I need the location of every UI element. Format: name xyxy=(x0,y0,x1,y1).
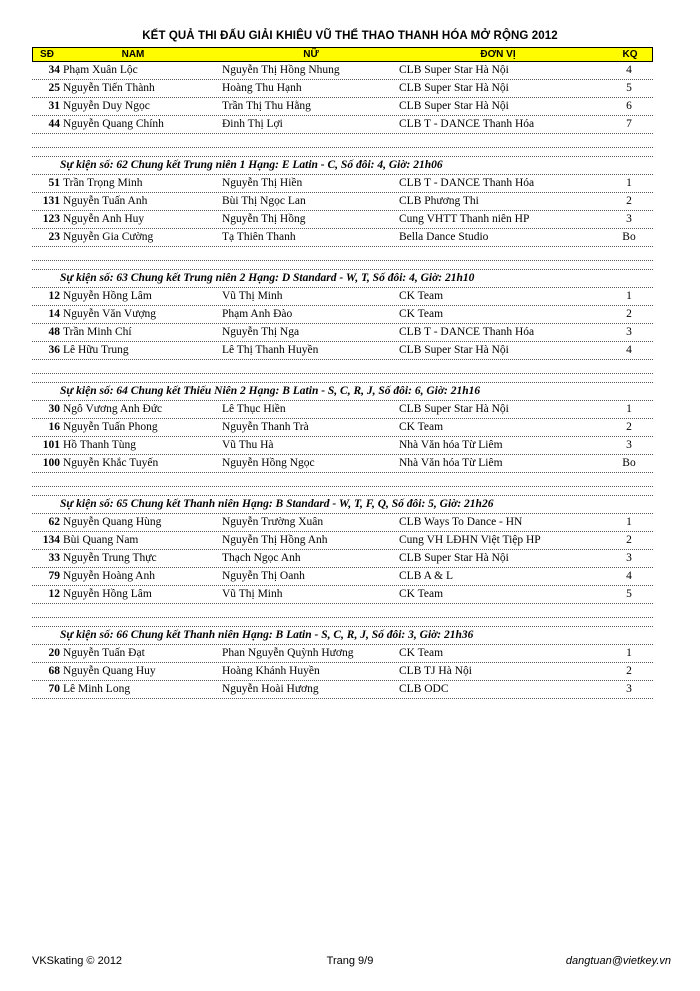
table-body xyxy=(32,62,653,699)
results-table xyxy=(32,47,653,699)
spacer-row xyxy=(32,360,653,374)
cell-kq: 3 xyxy=(626,683,632,695)
cell-kq: 4 xyxy=(626,344,632,356)
table-row xyxy=(32,455,653,473)
cell-nam: Nguyễn Hồng Lâm xyxy=(63,290,152,302)
table-row xyxy=(32,116,653,134)
cell-kq: Bo xyxy=(622,231,636,243)
cell-sd: 31 xyxy=(48,100,60,112)
cell-nu: Nguyễn Thị Hồng Nhung xyxy=(222,64,340,76)
cell-nam: Nguyễn Tiến Thành xyxy=(63,82,155,94)
cell-kq: 1 xyxy=(626,177,632,189)
cell-don-vi: Nhà Văn hóa Từ Liêm xyxy=(399,439,503,451)
cell-nam: Nguyễn Gia Cường xyxy=(63,231,154,243)
cell-kq: 2 xyxy=(626,421,632,433)
cell-kq: 4 xyxy=(626,570,632,582)
table-row xyxy=(32,98,653,116)
table-header xyxy=(32,47,653,62)
spacer-row xyxy=(32,473,653,487)
event-title: Sự kiện số: 65 Chung kết Thanh niên Hạng: B Standard - W, T, F, Q, Số đôi: 5, Giờ: 21h26 xyxy=(60,498,494,510)
header-nam: NAM xyxy=(121,49,145,60)
cell-nam: Phạm Xuân Lộc xyxy=(63,64,138,76)
cell-kq: 2 xyxy=(626,665,632,677)
cell-sd: 12 xyxy=(48,290,60,302)
table-row xyxy=(32,645,653,663)
cell-nam: Trần Trọng Minh xyxy=(63,177,143,189)
spacer-row xyxy=(32,604,653,618)
cell-don-vi: CLB Super Star Hà Nội xyxy=(399,100,509,112)
cell-don-vi: CLB Super Star Hà Nội xyxy=(399,82,509,94)
cell-don-vi: CLB T - DANCE Thanh Hóa xyxy=(399,118,535,130)
cell-nam: Nguyễn Tuấn Anh xyxy=(63,195,148,207)
cell-don-vi: Bella Dance Studio xyxy=(399,231,489,243)
cell-sd: 16 xyxy=(48,421,60,433)
cell-sd: 51 xyxy=(48,177,60,189)
cell-kq: 3 xyxy=(626,439,632,451)
cell-nu: Bùi Thị Ngọc Lan xyxy=(222,195,306,207)
cell-sd: 44 xyxy=(48,118,60,130)
cell-sd: 12 xyxy=(48,588,60,600)
table-row xyxy=(32,80,653,98)
cell-kq: 2 xyxy=(626,534,632,546)
cell-nam: Nguyễn Hồng Lâm xyxy=(63,588,152,600)
footer-copyright: VKSkating © 2012 xyxy=(32,955,123,967)
cell-don-vi: CK Team xyxy=(399,290,444,302)
cell-nu: Nguyễn Thanh Trà xyxy=(222,421,309,433)
cell-sd: 20 xyxy=(48,647,60,659)
cell-nam: Nguyễn Quang Chính xyxy=(63,118,164,130)
event-heading xyxy=(32,270,653,288)
event-title: Sự kiện số: 63 Chung kết Trung niên 2 Hạng: D Standard - W, T, Số đôi: 4, Giờ: 21h10 xyxy=(60,272,475,284)
event-title: Sự kiện số: 66 Chung kết Thanh niên Hạng: B Latin - S, C, R, J, Số đôi: 3, Giờ: 21h36 xyxy=(60,629,474,641)
cell-nam: Nguyễn Hoàng Anh xyxy=(63,570,155,582)
spacer-row xyxy=(32,148,653,157)
table-row xyxy=(32,663,653,681)
cell-kq: 3 xyxy=(626,552,632,564)
cell-kq: 5 xyxy=(626,588,632,600)
cell-sd: 25 xyxy=(48,82,60,94)
cell-nu: Vũ Thu Hà xyxy=(222,439,274,451)
cell-nu: Tạ Thiên Thanh xyxy=(222,231,296,243)
cell-kq: 2 xyxy=(626,195,632,207)
cell-don-vi: CLB T - DANCE Thanh Hóa xyxy=(399,177,535,189)
cell-don-vi: CLB Ways To Dance - HN xyxy=(399,516,523,528)
cell-nu: Hoàng Khánh Huyền xyxy=(222,665,320,677)
cell-nu: Phan Nguyễn Quỳnh Hương xyxy=(222,647,354,659)
cell-kq: Bo xyxy=(622,457,636,469)
table-row xyxy=(32,288,653,306)
cell-nu: Nguyễn Thị Hiền xyxy=(222,177,303,189)
cell-sd: 34 xyxy=(48,64,60,76)
event-heading xyxy=(32,496,653,514)
cell-don-vi: CLB T - DANCE Thanh Hóa xyxy=(399,326,535,338)
cell-don-vi: Nhà Văn hóa Từ Liêm xyxy=(399,457,503,469)
spacer-row xyxy=(32,374,653,383)
table-row xyxy=(32,211,653,229)
event-title: Sự kiện số: 64 Chung kết Thiếu Niên 2 Hạng: B Latin - S, C, R, J, Số đôi: 6, Giờ: 21h16 xyxy=(60,385,481,397)
cell-kq: 6 xyxy=(626,100,632,112)
table-row xyxy=(32,62,653,80)
cell-nam: Nguyễn Khắc Tuyến xyxy=(63,457,159,469)
cell-sd: 70 xyxy=(48,683,60,695)
cell-kq: 3 xyxy=(626,213,632,225)
cell-don-vi: Cung VHTT Thanh niên HP xyxy=(399,213,530,225)
table-row xyxy=(32,586,653,604)
cell-sd: 48 xyxy=(48,326,60,338)
cell-nu: Trần Thị Thu Hằng xyxy=(222,100,311,112)
cell-sd: 131 xyxy=(42,195,60,207)
spacer-row xyxy=(32,261,653,270)
table-row xyxy=(32,306,653,324)
cell-nam: Lê Minh Long xyxy=(63,683,131,695)
header-don-vi: ĐƠN VỊ xyxy=(480,49,516,60)
cell-nu: Lê Thị Thanh Huyền xyxy=(222,344,319,356)
cell-don-vi: CLB TJ Hà Nội xyxy=(399,665,472,677)
cell-kq: 3 xyxy=(626,326,632,338)
cell-don-vi: CLB ODC xyxy=(399,683,449,695)
cell-nu: Vũ Thị Minh xyxy=(222,588,283,600)
cell-kq: 1 xyxy=(626,290,632,302)
cell-sd: 100 xyxy=(42,457,60,469)
cell-don-vi: CK Team xyxy=(399,421,444,433)
page-title: KẾT QUẢ THI ĐẤU GIẢI KHIÊU VŨ THỂ THAO THANH HÓA MỞ RỘNG 2012 xyxy=(142,30,558,42)
cell-kq: 2 xyxy=(626,308,632,320)
cell-don-vi: Cung VH LĐHN Việt Tiệp HP xyxy=(399,534,541,546)
cell-nam: Nguyễn Tuấn Phong xyxy=(63,421,158,433)
cell-nu: Nguyễn Thị Hồng xyxy=(222,213,306,225)
cell-don-vi: CLB Super Star Hà Nội xyxy=(399,403,509,415)
cell-nu: Nguyễn Thị Oanh xyxy=(222,570,305,582)
event-heading xyxy=(32,627,653,645)
cell-nam: Hồ Thanh Tùng xyxy=(63,439,137,451)
cell-kq: 4 xyxy=(626,64,632,76)
cell-nam: Nguyễn Quang Huy xyxy=(63,665,156,677)
table-row xyxy=(32,681,653,699)
table-row xyxy=(32,419,653,437)
cell-nam: Nguyễn Quang Hùng xyxy=(63,516,162,528)
table-row xyxy=(32,193,653,211)
cell-nam: Nguyễn Văn Vượng xyxy=(63,308,157,320)
cell-don-vi: CK Team xyxy=(399,647,444,659)
cell-nu: Nguyễn Hoài Hương xyxy=(222,683,319,695)
spacer-row xyxy=(32,487,653,496)
header-sd: SĐ xyxy=(40,49,54,60)
table-row xyxy=(32,229,653,247)
footer-email: dangtuan@vietkey.vn xyxy=(565,955,671,967)
cell-nu: Lê Thục Hiền xyxy=(222,403,286,415)
cell-don-vi: CK Team xyxy=(399,588,444,600)
footer-page-number: Trang 9/9 xyxy=(326,955,374,967)
cell-nam: Bùi Quang Nam xyxy=(63,534,139,546)
cell-nu: Hoàng Thu Hạnh xyxy=(222,82,302,94)
cell-nu: Thạch Ngọc Anh xyxy=(222,552,301,564)
cell-nam: Nguyễn Trung Thực xyxy=(63,552,157,564)
header-kq: KQ xyxy=(622,49,638,60)
cell-kq: 1 xyxy=(626,403,632,415)
cell-kq: 1 xyxy=(626,516,632,528)
table-row xyxy=(32,514,653,532)
cell-kq: 1 xyxy=(626,647,632,659)
table-row xyxy=(32,550,653,568)
event-heading xyxy=(32,383,653,401)
cell-don-vi: CLB Super Star Hà Nội xyxy=(399,64,509,76)
spacer-row xyxy=(32,134,653,148)
event-heading xyxy=(32,157,653,175)
cell-don-vi: CLB Super Star Hà Nội xyxy=(399,344,509,356)
spacer-row xyxy=(32,618,653,627)
header-nu: NỮ xyxy=(303,49,319,60)
cell-nam: Lê Hữu Trung xyxy=(63,344,129,356)
cell-nam: Trần Minh Chí xyxy=(63,326,132,338)
cell-nu: Nguyễn Thị Hồng Anh xyxy=(222,534,328,546)
event-title: Sự kiện số: 62 Chung kết Trung niên 1 Hạng: E Latin - C, Số đôi: 4, Giờ: 21h06 xyxy=(60,159,443,171)
table-row xyxy=(32,324,653,342)
cell-sd: 33 xyxy=(48,552,60,564)
table-row xyxy=(32,342,653,360)
cell-sd: 68 xyxy=(48,665,60,677)
spacer-row xyxy=(32,247,653,261)
cell-sd: 123 xyxy=(42,213,60,225)
cell-sd: 62 xyxy=(48,516,60,528)
cell-sd: 30 xyxy=(48,403,60,415)
cell-nu: Nguyễn Thị Nga xyxy=(222,326,300,338)
cell-nam: Ngô Vương Anh Đức xyxy=(63,403,163,415)
cell-don-vi: CLB Super Star Hà Nội xyxy=(399,552,509,564)
cell-nu: Đinh Thị Lợi xyxy=(222,118,283,130)
table-row xyxy=(32,437,653,455)
cell-nam: Nguyễn Tuấn Đạt xyxy=(63,647,145,659)
table-row xyxy=(32,175,653,193)
table-row xyxy=(32,532,653,550)
table-row xyxy=(32,568,653,586)
cell-sd: 14 xyxy=(48,308,60,320)
cell-nu: Nguyễn Hồng Ngọc xyxy=(222,457,315,469)
cell-don-vi: CK Team xyxy=(399,308,444,320)
cell-sd: 134 xyxy=(42,534,60,546)
cell-nu: Vũ Thị Minh xyxy=(222,290,283,302)
cell-sd: 23 xyxy=(48,231,60,243)
cell-kq: 7 xyxy=(626,118,632,130)
cell-nu: Phạm Anh Đào xyxy=(222,308,293,320)
cell-kq: 5 xyxy=(626,82,632,94)
cell-nam: Nguyễn Duy Ngọc xyxy=(63,100,150,112)
cell-sd: 79 xyxy=(48,570,60,582)
cell-don-vi: CLB A & L xyxy=(399,570,453,582)
table-row xyxy=(32,401,653,419)
cell-sd: 36 xyxy=(48,344,60,356)
cell-don-vi: CLB Phương Thi xyxy=(399,195,479,207)
cell-sd: 101 xyxy=(42,439,60,451)
cell-nu: Nguyễn Trường Xuân xyxy=(222,516,324,528)
cell-nam: Nguyễn Anh Huy xyxy=(63,213,145,225)
